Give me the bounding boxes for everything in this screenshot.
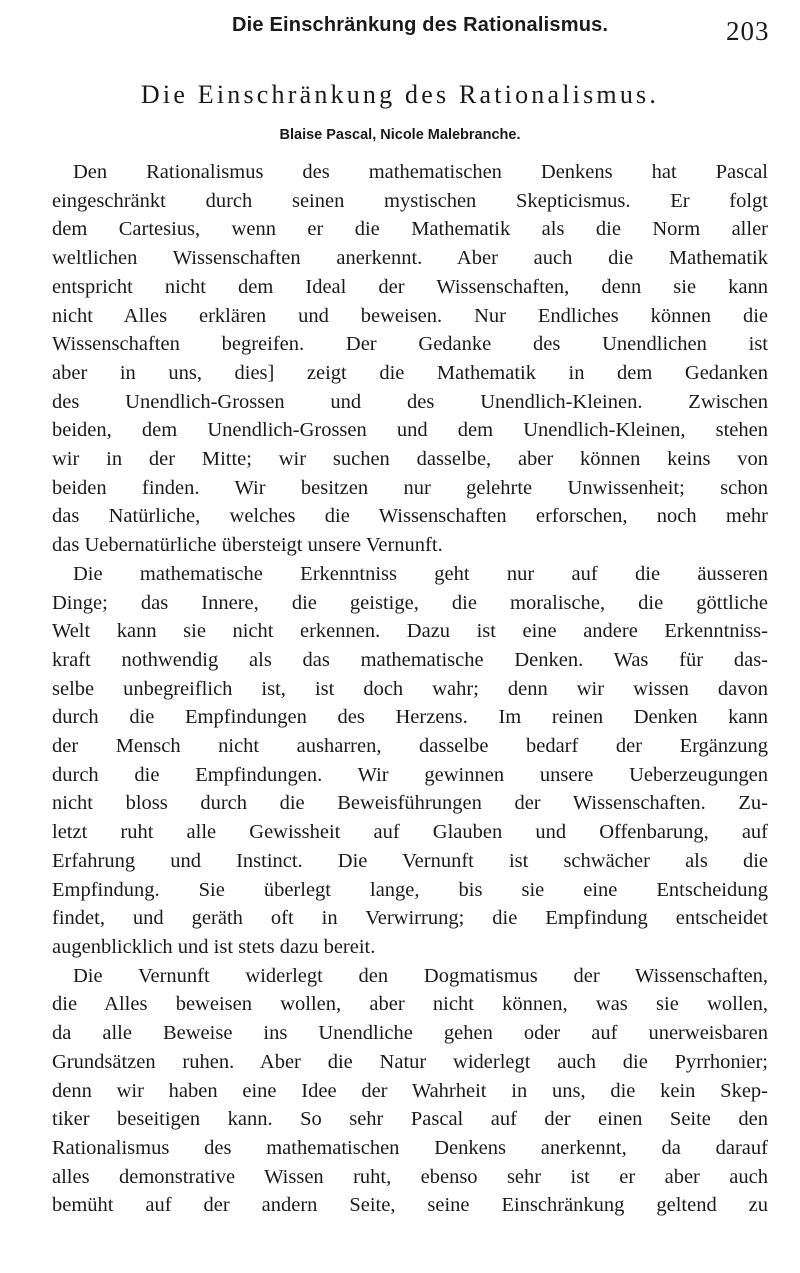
text-line: da alle Beweise ins Unendliche gehen oder auf unerweisbaren [52,1022,768,1045]
text-line: Wissenschaften begreifen. Der Gedanke des Unendlichen ist [52,333,768,356]
text-line: Dinge; das Innere, die geistige, die moralische, die göttliche [52,591,768,614]
text-line: aber in uns, dies] zeigt die Mathematik in dem Gedanken [52,361,768,384]
text-line: beiden finden. Wir besitzen nur gelehrte Unwissenheit; schon [52,476,768,499]
text-line: Welt kann sie nicht erkennen. Dazu ist eine andere Erkenntniss- [52,620,768,643]
text-line: findet, und geräth oft in Verwirrung; die Empfindung entscheidet [52,907,768,930]
text-line: letzt ruht alle Gewissheit auf Glauben und Offenbarung, auf [52,821,768,844]
text-line: denn wir haben eine Idee der Wahrheit in uns, die kein Skep- [52,1079,768,1102]
text-line: entspricht nicht dem Ideal der Wissenschaften, denn sie kann [52,275,768,298]
text-line: der Mensch nicht ausharren, dasselbe bedarf der Ergänzung [52,735,768,758]
text-line: Den Rationalismus des mathematischen Denkens hat Pascal [73,161,768,183]
text-line: nicht Alles erklären und beweisen. Nur Endliches können die [52,304,768,327]
text-line: Empfindung. Sie überlegt lange, bis sie eine Entscheidung [52,878,768,901]
text-line: eingeschränkt durch seinen mystischen Skepticismus. Er folgt [52,189,768,212]
text-line: dem Cartesius, wenn er die Mathematik als die Norm aller [52,218,768,241]
text-line: durch die Empfindungen. Wir gewinnen unsere Ueberzeugungen [52,763,768,786]
running-head [0,8,800,48]
chapter-title: Die Einschränkung des Rationalismus. [140,80,660,109]
text-line: weltlichen Wissenschaften anerkennt. Aber auch die Mathematik [52,247,768,270]
text-line: des Unendlich-Grossen und des Unendlich-Kleinen. Zwischen [52,390,768,413]
body-text [52,158,768,1220]
chapter-subtitle: Blaise Pascal, Nicole Malebranche. [279,127,521,143]
text-line: selbe unbegreiflich ist, ist doch wahr; denn wir wissen davon [52,677,768,700]
text-line: kraft nothwendig als das mathematische Denken. Was für das- [52,648,768,671]
text-line: Die Vernunft widerlegt den Dogmatismus der Wissenschaften, [73,964,768,987]
text-line: augenblicklich und ist stets dazu bereit. [52,935,376,958]
text-line: bemüht auf der andern Seite, seine Einschränkung geltend zu [52,1194,768,1217]
text-line: wir in der Mitte; wir suchen dasselbe, aber können keins von [52,448,768,471]
page-number: 203 [726,16,770,46]
text-line: Erfahrung und Instinct. Die Vernunft ist schwächer als die [52,849,768,872]
running-head-title: Die Einschränkung des Rationalismus. [232,14,609,36]
text-line: alles demonstrative Wissen ruht, ebenso sehr ist er aber auch [52,1165,768,1188]
text-line: tiker beseitigen kann. So sehr Pascal auf der einen Seite den [52,1108,768,1131]
text-line: das Natürliche, welches die Wissenschaften erforschen, noch mehr [52,505,768,528]
text-line: die Alles beweisen wollen, aber nicht können, was sie wollen, [52,993,768,1016]
text-line: Rationalismus des mathematischen Denkens anerkennt, da darauf [52,1136,768,1159]
text-line: beiden, dem Unendlich-Grossen und dem Unendlich-Kleinen, stehen [52,419,768,442]
text-line: Die mathematische Erkenntniss geht nur auf die äusseren [73,562,768,585]
text-line: Grundsätzen ruhen. Aber die Natur widerlegt auch die Pyrrhonier; [52,1050,768,1073]
text-line: durch die Empfindungen des Herzens. Im reinen Denken kann [52,706,768,729]
text-line: das Uebernatürliche übersteigt unsere Vernunft. [52,534,443,557]
text-line: nicht bloss durch die Beweisführungen der Wissenschaften. Zu- [52,792,768,815]
